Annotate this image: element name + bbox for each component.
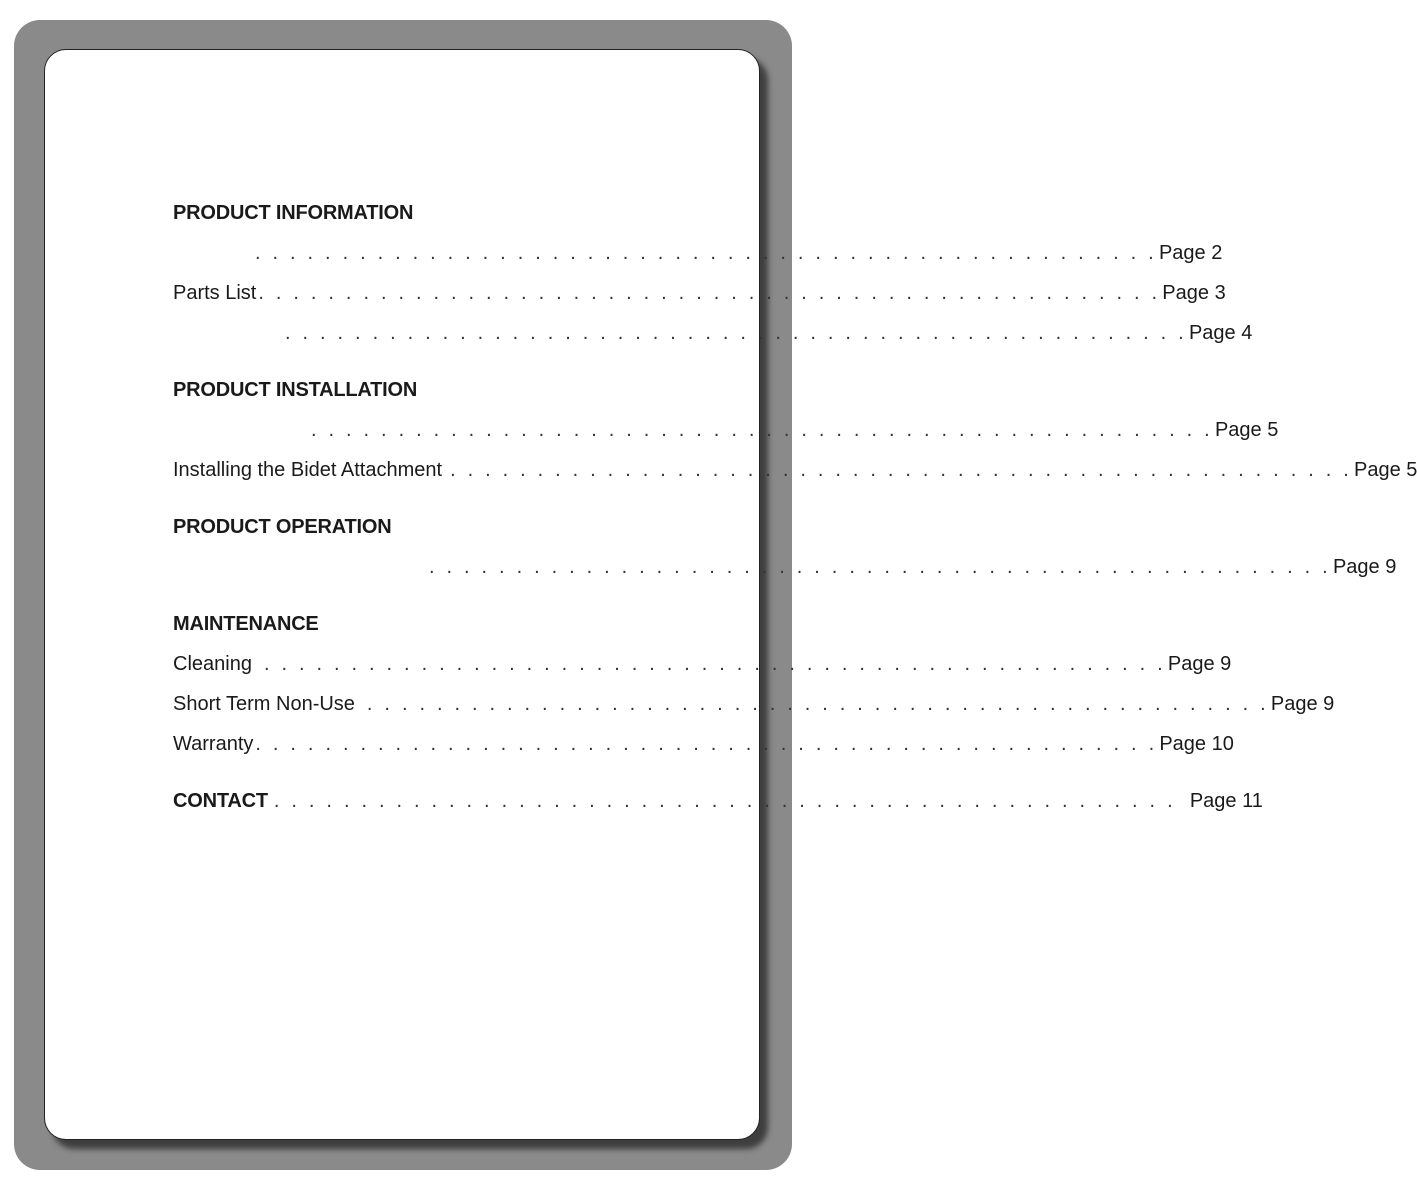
dot-leader: . . . . . . . . . . . . . . . . . . . . . . . . . . . . . . . . . . . . . . . . . . . . . . . . . . . . bbox=[258, 282, 1161, 304]
toc-entry[interactable] bbox=[173, 417, 1279, 457]
table-of-contents bbox=[173, 200, 1417, 818]
dot-leader: . . . . . . . . . . . . . . . . . . . . . . . . . . . . . . . . . . . . . . . . . . . . . . . . . . . . bbox=[255, 242, 1157, 264]
entry-label: Short Term Non-Use bbox=[173, 693, 355, 715]
toc-entry-contact[interactable] bbox=[173, 788, 1263, 818]
dot-leader: . . . . . . . . . . . . . . . . . . . . . . . . . . . . . . . . . . . . . . . . . . . . . . . . . . . . bbox=[273, 790, 1176, 812]
section-heading: PRODUCT INSTALLATION bbox=[173, 379, 418, 401]
entry-page-number: Page 5 bbox=[1214, 419, 1279, 441]
entry-label: Cleaning bbox=[173, 653, 252, 675]
entry-page-number: Page 4 bbox=[1188, 322, 1253, 344]
dot-leader: . . . . . . . . . . . . . . . . . . . . . . . . . . . . . . . . . . . . . . . . . . . . . . . . . . . . bbox=[450, 459, 1352, 481]
entry-page-number: Page 9 bbox=[1167, 653, 1232, 675]
entry-page-number: Page 9 bbox=[1332, 556, 1397, 578]
entry-page-number: Page 5 bbox=[1354, 459, 1417, 481]
toc-entry[interactable] bbox=[173, 320, 1253, 360]
toc-entry[interactable] bbox=[173, 280, 1226, 320]
entry-page-number: Page 2 bbox=[1158, 242, 1223, 264]
section-heading: PRODUCT INFORMATION bbox=[173, 202, 414, 224]
dot-leader: . . . . . . . . . . . . . . . . . . . . . . . . . . . . . . . . . . . . . . . . . . . . . . . . . . . . bbox=[311, 419, 1213, 441]
document-page bbox=[44, 49, 1417, 1140]
dot-leader: . . . . . . . . . . . . . . . . . . . . . . . . . . . . . . . . . . . . . . . . . . . . . . . . . . . . bbox=[285, 322, 1187, 344]
section-heading: MAINTENANCE bbox=[173, 613, 319, 635]
entry-page-number: Page 9 bbox=[1270, 693, 1335, 715]
section-product-operation bbox=[173, 514, 1397, 594]
entry-label: Installing the Bidet Attachment bbox=[173, 459, 443, 481]
entry-label: Parts List bbox=[173, 282, 257, 304]
toc-entry[interactable] bbox=[173, 554, 1397, 594]
contact-heading: CONTACT bbox=[173, 790, 268, 812]
dot-leader: . . . . . . . . . . . . . . . . . . . . . . . . . . . . . . . . . . . . . . . . . . . . . . . . . . . . bbox=[255, 733, 1158, 755]
entry-page-number: Page 11 bbox=[1189, 790, 1263, 812]
dot-leader: . . . . . . . . . . . . . . . . . . . . . . . . . . . . . . . . . . . . . . . . . . . . . . . . . . . . bbox=[263, 653, 1166, 675]
toc-entry[interactable] bbox=[173, 691, 1335, 731]
entry-label: Warranty bbox=[173, 733, 254, 755]
section-maintenance bbox=[173, 611, 1335, 771]
section-product-installation bbox=[173, 377, 1417, 497]
toc-entry[interactable] bbox=[173, 457, 1417, 497]
dot-leader: . . . . . . . . . . . . . . . . . . . . . . . . . . . . . . . . . . . . . . . . . . . . . . . . . . . . bbox=[429, 556, 1331, 578]
toc-entry[interactable] bbox=[173, 240, 1223, 280]
dot-leader: . . . . . . . . . . . . . . . . . . . . . . . . . . . . . . . . . . . . . . . . . . . . . . . . . . . . bbox=[366, 693, 1269, 715]
toc-entry[interactable] bbox=[173, 651, 1232, 691]
entry-page-number: Page 3 bbox=[1162, 282, 1226, 304]
toc-entry[interactable] bbox=[173, 731, 1234, 771]
entry-page-number: Page 10 bbox=[1159, 733, 1234, 755]
section-heading: PRODUCT OPERATION bbox=[173, 516, 392, 538]
section-product-information bbox=[173, 200, 1253, 360]
